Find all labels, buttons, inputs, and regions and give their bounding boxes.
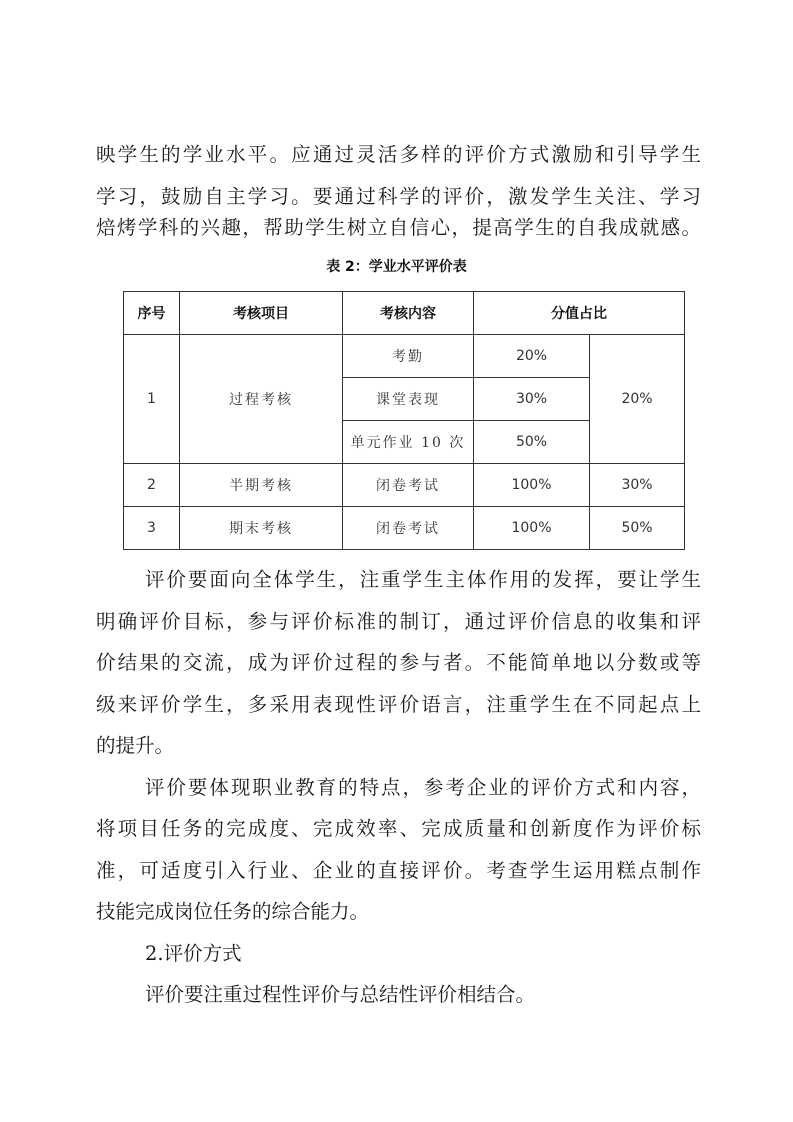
table-caption: 表 2：学业水平评价表 <box>326 259 467 275</box>
cell-item: 期末考核 <box>180 507 343 550</box>
cell-no: 2 <box>124 464 180 507</box>
table-row <box>124 507 685 550</box>
cell-total: 30% <box>590 464 685 507</box>
intro-line-1: 映学生的学业水平。应通过灵活多样的评价方式激励和引导学生 <box>96 143 701 166</box>
cell-no: 1 <box>124 335 180 464</box>
cell-content: 闭卷考试 <box>343 464 474 507</box>
students-line-1: 评价要面向全体学生，注重学生主体作用的发挥，要让学生 <box>145 568 701 591</box>
cell-no: 3 <box>124 507 180 550</box>
cell-content: 课堂表现 <box>343 378 474 421</box>
table-row <box>124 335 685 378</box>
header-item: 考核项目 <box>180 292 343 335</box>
cell-total: 50% <box>590 507 685 550</box>
intro-line-3: 焙烤学科的兴趣，帮助学生树立自信心，提高学生的自我成就感。 <box>96 216 701 239</box>
vocational-line-3: 准，可适度引入行业、企业的直接评价。考查学生运用糕点制作 <box>96 859 701 882</box>
cell-share: 100% <box>474 464 590 507</box>
cell-item: 过程考核 <box>180 335 343 464</box>
cell-share: 100% <box>474 507 590 550</box>
table-header-row <box>124 292 685 335</box>
cell-share: 20% <box>474 335 590 378</box>
cell-content: 考勤 <box>343 335 474 378</box>
students-line-5: 的提升。 <box>96 734 175 757</box>
method-paragraph: 评价要注重过程性评价与总结性评价相结合。 <box>145 983 536 1006</box>
table-row <box>124 464 685 507</box>
cell-item: 半期考核 <box>180 464 343 507</box>
students-line-2: 明确评价目标，参与评价标准的制订，通过评价信息的收集和评 <box>96 610 701 633</box>
evaluation-table <box>123 291 685 550</box>
vocational-line-4: 技能完成岗位任务的综合能力。 <box>96 900 370 923</box>
students-line-4: 级来评价学生，多采用表现性评价语言，注重学生在不同起点上 <box>96 693 701 716</box>
header-no: 序号 <box>124 292 180 335</box>
cell-content: 闭卷考试 <box>343 507 474 550</box>
vocational-line-2: 将项目任务的完成度、完成效率、完成质量和创新度作为评价标 <box>96 817 701 840</box>
cell-share: 50% <box>474 421 590 464</box>
header-content: 考核内容 <box>343 292 474 335</box>
cell-content: 单元作业 10 次 <box>343 421 474 464</box>
intro-line-2: 学习，鼓励自主学习。要通过科学的评价，激发学生关注、学习 <box>96 185 701 208</box>
vocational-line-1: 评价要体现职业教育的特点，参考企业的评价方式和内容， <box>145 776 701 799</box>
cell-share: 30% <box>474 378 590 421</box>
students-line-3: 价结果的交流，成为评价过程的参与者。不能简单地以分数或等 <box>96 651 701 674</box>
section-heading: 2.评价方式 <box>145 942 242 965</box>
cell-total: 20% <box>590 335 685 464</box>
header-share: 分值占比 <box>474 292 685 335</box>
